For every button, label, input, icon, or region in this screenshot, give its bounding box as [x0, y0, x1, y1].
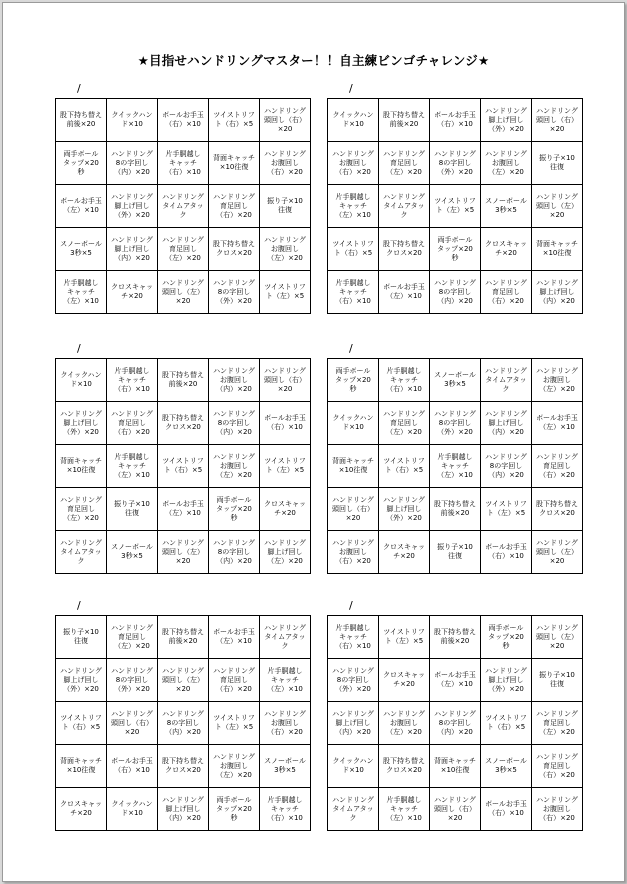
bingo-grid [55, 358, 311, 574]
bingo-cell: ハンドリング 育足回し （右）×20 [532, 445, 583, 488]
bingo-cell: クロスキャッ チ×20 [107, 271, 158, 314]
bingo-cell: 振り子×10 往復 [107, 488, 158, 531]
bingo-cell: ボールお手玉 （右）×10 [107, 745, 158, 788]
bingo-cell: 片手胴越し キャッチ （左）×10 [379, 788, 430, 831]
date-marker: / [349, 342, 353, 355]
bingo-cell: クイックハン ド×10 [328, 745, 379, 788]
bingo-cell: ハンドリング 育足回し （右）×20 [481, 271, 532, 314]
bingo-cell: クイックハン ド×10 [107, 788, 158, 831]
bingo-cell: ボールお手玉 （右）×10 [481, 788, 532, 831]
bingo-cell: ハンドリング お腹回し （右）×20 [260, 702, 311, 745]
bingo-cell: ハンドリング 頭回し（左） ×20 [532, 616, 583, 659]
bingo-cell: ボールお手玉 （左）×10 [158, 488, 209, 531]
bingo-cell: 背面キャッチ ×10往復 [56, 445, 107, 488]
bingo-cell: ハンドリング 頭回し（右） ×20 [107, 702, 158, 745]
bingo-card-1 [55, 82, 306, 314]
bingo-cell: ハンドリング タイムアタッ ク [379, 185, 430, 228]
bingo-row [328, 488, 583, 531]
bingo-cell: 股下持ち替え クロス×20 [379, 228, 430, 271]
bingo-grid [327, 358, 583, 574]
bingo-cell: ハンドリング 育足回し （右）×20 [209, 185, 260, 228]
bingo-cell: ハンドリング 8の字回し （外）×20 [209, 271, 260, 314]
bingo-cell: ハンドリング 脚上げ回し （外）×20 [481, 659, 532, 702]
bingo-cell: 股下持ち替え 前後×20 [379, 99, 430, 142]
bingo-cell: クイックハン ド×10 [107, 99, 158, 142]
bingo-cell: クロスキャッ チ×20 [56, 788, 107, 831]
bingo-cell: ハンドリング お腹回し （右）×20 [328, 531, 379, 574]
bingo-cell: ハンドリング 育足回し （左）×20 [532, 702, 583, 745]
bingo-card-2 [327, 82, 578, 314]
bingo-cell: 片手胴越し キャッチ （右）×10 [158, 142, 209, 185]
bingo-row [56, 702, 311, 745]
bingo-cell: ハンドリング 頭回し（左） ×20 [532, 185, 583, 228]
bingo-row [328, 142, 583, 185]
bingo-cell: ハンドリング 8の字回し （外）×20 [430, 402, 481, 445]
bingo-cell: ツイストリフ ト（右）×5 [56, 702, 107, 745]
bingo-cell: 股下持ち替え 前後×20 [430, 488, 481, 531]
bingo-cell: ツイストリフ ト（左）×5 [481, 488, 532, 531]
bingo-row [56, 228, 311, 271]
bingo-cell: ボールお手玉 （右）×10 [260, 402, 311, 445]
bingo-cell: ハンドリング 8の字回し （内）×20 [430, 271, 481, 314]
bingo-cell: ハンドリング 脚上げ回し （内）×20 [107, 228, 158, 271]
bingo-cell: ハンドリング 育足回し （左）×20 [158, 228, 209, 271]
bingo-cell: スノーボール 3秒×5 [107, 531, 158, 574]
bingo-cell: ボールお手玉 （右）×10 [158, 99, 209, 142]
bingo-cell: ハンドリング 脚上げ回し （外）×20 [481, 99, 532, 142]
bingo-cell: ハンドリング 頭回し（右） ×20 [260, 359, 311, 402]
bingo-cell: ハンドリング 頭回し（右） ×20 [328, 488, 379, 531]
bingo-cell: ハンドリング お腹回し （左）×20 [379, 702, 430, 745]
bingo-cell: 股下持ち替え クロス×20 [158, 745, 209, 788]
bingo-cell: 股下持ち替え 前後×20 [158, 359, 209, 402]
bingo-card-5 [55, 599, 306, 831]
bingo-cell: 両手ボール タップ×20 秒 [209, 488, 260, 531]
bingo-cell: スノーボール 3秒×5 [260, 745, 311, 788]
bingo-cell: ハンドリング 育足回し （右）×20 [532, 745, 583, 788]
bingo-cell: ボールお手玉 （左）×10 [379, 271, 430, 314]
bingo-cell: 背面キャッチ ×10往復 [209, 142, 260, 185]
bingo-cell: 振り子×10 往復 [260, 185, 311, 228]
bingo-cell: ハンドリング 脚上げ回し （内）×20 [328, 702, 379, 745]
bingo-cell: ハンドリング 頭回し（左） ×20 [158, 531, 209, 574]
bingo-cell: クイックハン ド×10 [328, 402, 379, 445]
bingo-cell: スノーボール 3秒×5 [430, 359, 481, 402]
bingo-cell: ハンドリング 8の字回し （内）×20 [430, 702, 481, 745]
bingo-cell: ハンドリング 育足回し （左）×20 [379, 402, 430, 445]
bingo-row [56, 445, 311, 488]
bingo-cell: ボールお手玉 （右）×10 [430, 99, 481, 142]
bingo-cell: 股下持ち替え クロス×20 [209, 228, 260, 271]
bingo-row [56, 659, 311, 702]
bingo-cell: ボールお手玉 （左）×10 [209, 616, 260, 659]
bingo-cell: ハンドリング 脚上げ回し （内）×20 [532, 271, 583, 314]
bingo-cell: 股下持ち替え 前後×20 [56, 99, 107, 142]
bingo-row [56, 745, 311, 788]
bingo-cell: ハンドリング タイムアタッ ク [56, 531, 107, 574]
bingo-cell: 背面キャッチ ×10往復 [532, 228, 583, 271]
bingo-cell: ハンドリング 8の字回し （外）×20 [328, 659, 379, 702]
date-marker: / [349, 599, 353, 612]
bingo-cell: ハンドリング お腹回し （右）×20 [532, 788, 583, 831]
bingo-cell: 片手胴越し キャッチ （右）×10 [260, 788, 311, 831]
bingo-cell: ハンドリング 頭回し（左） ×20 [158, 659, 209, 702]
bingo-row [328, 702, 583, 745]
bingo-cell: 背面キャッチ ×10往復 [328, 445, 379, 488]
bingo-row [56, 99, 311, 142]
bingo-grid [55, 615, 311, 831]
bingo-cell: 両手ボール タップ×20 秒 [430, 228, 481, 271]
bingo-cell: ハンドリング タイムアタッ ク [158, 185, 209, 228]
bingo-cell: ハンドリング 脚上げ回し （外）×20 [56, 402, 107, 445]
bingo-cell: ツイストリフ ト（右）×5 [481, 702, 532, 745]
bingo-row [56, 788, 311, 831]
bingo-cell: 片手胴越し キャッチ （左）×10 [430, 445, 481, 488]
bingo-grid [55, 98, 311, 314]
bingo-cell: 片手胴越し キャッチ （左）×10 [107, 445, 158, 488]
bingo-cell: 股下持ち替え 前後×20 [430, 616, 481, 659]
bingo-cell: クロスキャッ チ×20 [379, 659, 430, 702]
bingo-row [328, 745, 583, 788]
bingo-cell: クイックハン ド×10 [56, 359, 107, 402]
bingo-cell: ツイストリフ ト（右）×5 [379, 445, 430, 488]
bingo-cell: ハンドリング 頭回し（左） ×20 [158, 271, 209, 314]
bingo-cell: ハンドリング 8の字回し （内）×20 [107, 142, 158, 185]
bingo-cell: ハンドリング 脚上げ回し （外）×20 [379, 488, 430, 531]
bingo-cell: ハンドリング 脚上げ回し （外）×20 [56, 659, 107, 702]
bingo-cell: ボールお手玉 （左）×10 [430, 659, 481, 702]
document-page [2, 2, 625, 882]
bingo-cell: ハンドリング 育足回し （左）×20 [56, 488, 107, 531]
bingo-cell: 片手胴越し キャッチ （右）×10 [107, 359, 158, 402]
date-marker: / [77, 82, 81, 95]
bingo-row [328, 788, 583, 831]
date-marker: / [349, 82, 353, 95]
page-title: ★目指せハンドリングマスター！！自主練ビンゴチャレンジ★ [137, 53, 490, 68]
bingo-cell: ハンドリング 脚上げ回し （内）×20 [481, 402, 532, 445]
bingo-cell: 振り子×10 往復 [532, 142, 583, 185]
bingo-cell: 両手ボール タップ×20 秒 [481, 616, 532, 659]
bingo-row [56, 359, 311, 402]
bingo-row [56, 271, 311, 314]
bingo-cell: 振り子×10 往復 [532, 659, 583, 702]
bingo-row [328, 402, 583, 445]
bingo-cell: ハンドリング お腹回し （右）×20 [260, 142, 311, 185]
bingo-row [56, 402, 311, 445]
bingo-cell: ツイストリフ ト（左）×5 [430, 185, 481, 228]
bingo-row [328, 531, 583, 574]
bingo-row [56, 616, 311, 659]
bingo-cell: ハンドリング タイムアタッ ク [260, 616, 311, 659]
bingo-cell: クイックハン ド×10 [328, 99, 379, 142]
bingo-cell: 片手胴越し キャッチ （左）×10 [260, 659, 311, 702]
bingo-cell: ハンドリング お腹回し （左）×20 [481, 142, 532, 185]
bingo-cell: ハンドリング お腹回し （左）×20 [532, 359, 583, 402]
bingo-cell: ハンドリング 頭回し（右） ×20 [532, 99, 583, 142]
bingo-cell: 両手ボール タップ×20 秒 [209, 788, 260, 831]
bingo-row [56, 185, 311, 228]
bingo-cell: ハンドリング タイムアタッ ク [481, 359, 532, 402]
bingo-cell: ツイストリフ ト（左）×5 [209, 702, 260, 745]
bingo-cell: ボールお手玉 （左）×10 [56, 185, 107, 228]
bingo-cell: ハンドリング 頭回し（左） ×20 [532, 531, 583, 574]
bingo-cell: 股下持ち替え クロス×20 [379, 745, 430, 788]
bingo-row [328, 228, 583, 271]
bingo-cell: 両手ボール タップ×20 秒 [328, 359, 379, 402]
bingo-cell: ハンドリング 育足回し （右）×20 [107, 402, 158, 445]
bingo-row [328, 271, 583, 314]
bingo-row [328, 445, 583, 488]
bingo-row [328, 659, 583, 702]
bingo-row [328, 185, 583, 228]
bingo-cell: ハンドリング お腹回し （左）×20 [260, 228, 311, 271]
bingo-cell: ハンドリング お腹回し （左）×20 [209, 445, 260, 488]
bingo-row [328, 359, 583, 402]
bingo-cell: ハンドリング 頭回し（右） ×20 [260, 99, 311, 142]
bingo-cell: 片手胴越し キャッチ （右）×10 [328, 616, 379, 659]
bingo-cell: 股下持ち替え クロス×20 [158, 402, 209, 445]
bingo-card-6 [327, 599, 578, 831]
bingo-cell: ハンドリング タイムアタッ ク [328, 788, 379, 831]
bingo-cell: スノーボール 3秒×5 [481, 745, 532, 788]
bingo-cell: ハンドリング 8の字回し （外）×20 [430, 142, 481, 185]
bingo-cell: スノーボール 3秒×5 [56, 228, 107, 271]
bingo-cell: ハンドリング 8の字回し （内）×20 [158, 702, 209, 745]
bingo-row [56, 488, 311, 531]
bingo-row [56, 531, 311, 574]
bingo-card-4 [327, 342, 578, 574]
bingo-row [328, 616, 583, 659]
bingo-cell: ハンドリング 育足回し （左）×20 [379, 142, 430, 185]
bingo-cell: 片手胴越し キャッチ （右）×10 [379, 359, 430, 402]
bingo-cell: ハンドリング お腹回し （右）×20 [328, 142, 379, 185]
bingo-cell: 股下持ち替え クロス×20 [532, 488, 583, 531]
bingo-cell: ハンドリング 脚上げ回し （左）×20 [260, 531, 311, 574]
bingo-card-3 [55, 342, 306, 574]
bingo-cell: 背面キャッチ ×10往復 [56, 745, 107, 788]
bingo-cell: ボールお手玉 （右）×10 [481, 531, 532, 574]
bingo-cell: ハンドリング 8の字回し （内）×20 [209, 402, 260, 445]
bingo-cell: ハンドリング 脚上げ回し （外）×20 [107, 185, 158, 228]
bingo-cell: クロスキャッ チ×20 [260, 488, 311, 531]
bingo-cell: ハンドリング 8の字回し （内）×20 [481, 445, 532, 488]
bingo-cell: ツイストリフ ト（右）×5 [209, 99, 260, 142]
bingo-grid [327, 615, 583, 831]
bingo-cell: ボールお手玉 （左）×10 [532, 402, 583, 445]
bingo-cell: ツイストリフ ト（左）×5 [260, 271, 311, 314]
bingo-cell: ハンドリング 育足回し （左）×20 [107, 616, 158, 659]
bingo-row [56, 142, 311, 185]
bingo-cell: ハンドリング お腹回し （内）×20 [209, 359, 260, 402]
bingo-cell: ツイストリフ ト（左）×5 [379, 616, 430, 659]
bingo-cell: ハンドリング 8の字回し （外）×20 [107, 659, 158, 702]
bingo-grid [327, 98, 583, 314]
date-marker: / [77, 342, 81, 355]
bingo-cell: ツイストリフ ト（左）×5 [260, 445, 311, 488]
bingo-cell: 片手胴越し キャッチ （左）×10 [56, 271, 107, 314]
bingo-cell: スノーボール 3秒×5 [481, 185, 532, 228]
bingo-cell: ツイストリフ ト（右）×5 [328, 228, 379, 271]
bingo-cell: 背面キャッチ ×10往復 [430, 745, 481, 788]
bingo-cell: クロスキャッ チ×20 [481, 228, 532, 271]
bingo-cell: ハンドリング 育足回し （右）×20 [209, 659, 260, 702]
bingo-cell: ハンドリング 頭回し（右） ×20 [430, 788, 481, 831]
bingo-cell: ハンドリング 8の字回し （内）×20 [209, 531, 260, 574]
date-marker: / [77, 599, 81, 612]
bingo-cell: ハンドリング 脚上げ回し （内）×20 [158, 788, 209, 831]
bingo-row [328, 99, 583, 142]
bingo-cell: 片手胴越し キャッチ （左）×10 [328, 185, 379, 228]
bingo-cell: 両手ボール タップ×20 秒 [56, 142, 107, 185]
bingo-cell: 振り子×10 往復 [430, 531, 481, 574]
bingo-cell: クロスキャッ チ×20 [379, 531, 430, 574]
bingo-cell: 振り子×10 往復 [56, 616, 107, 659]
bingo-cell: 股下持ち替え 前後×20 [158, 616, 209, 659]
bingo-cell: 片手胴越し キャッチ （右）×10 [328, 271, 379, 314]
bingo-cell: ハンドリング お腹回し （左）×20 [209, 745, 260, 788]
bingo-cell: ツイストリフ ト（右）×5 [158, 445, 209, 488]
